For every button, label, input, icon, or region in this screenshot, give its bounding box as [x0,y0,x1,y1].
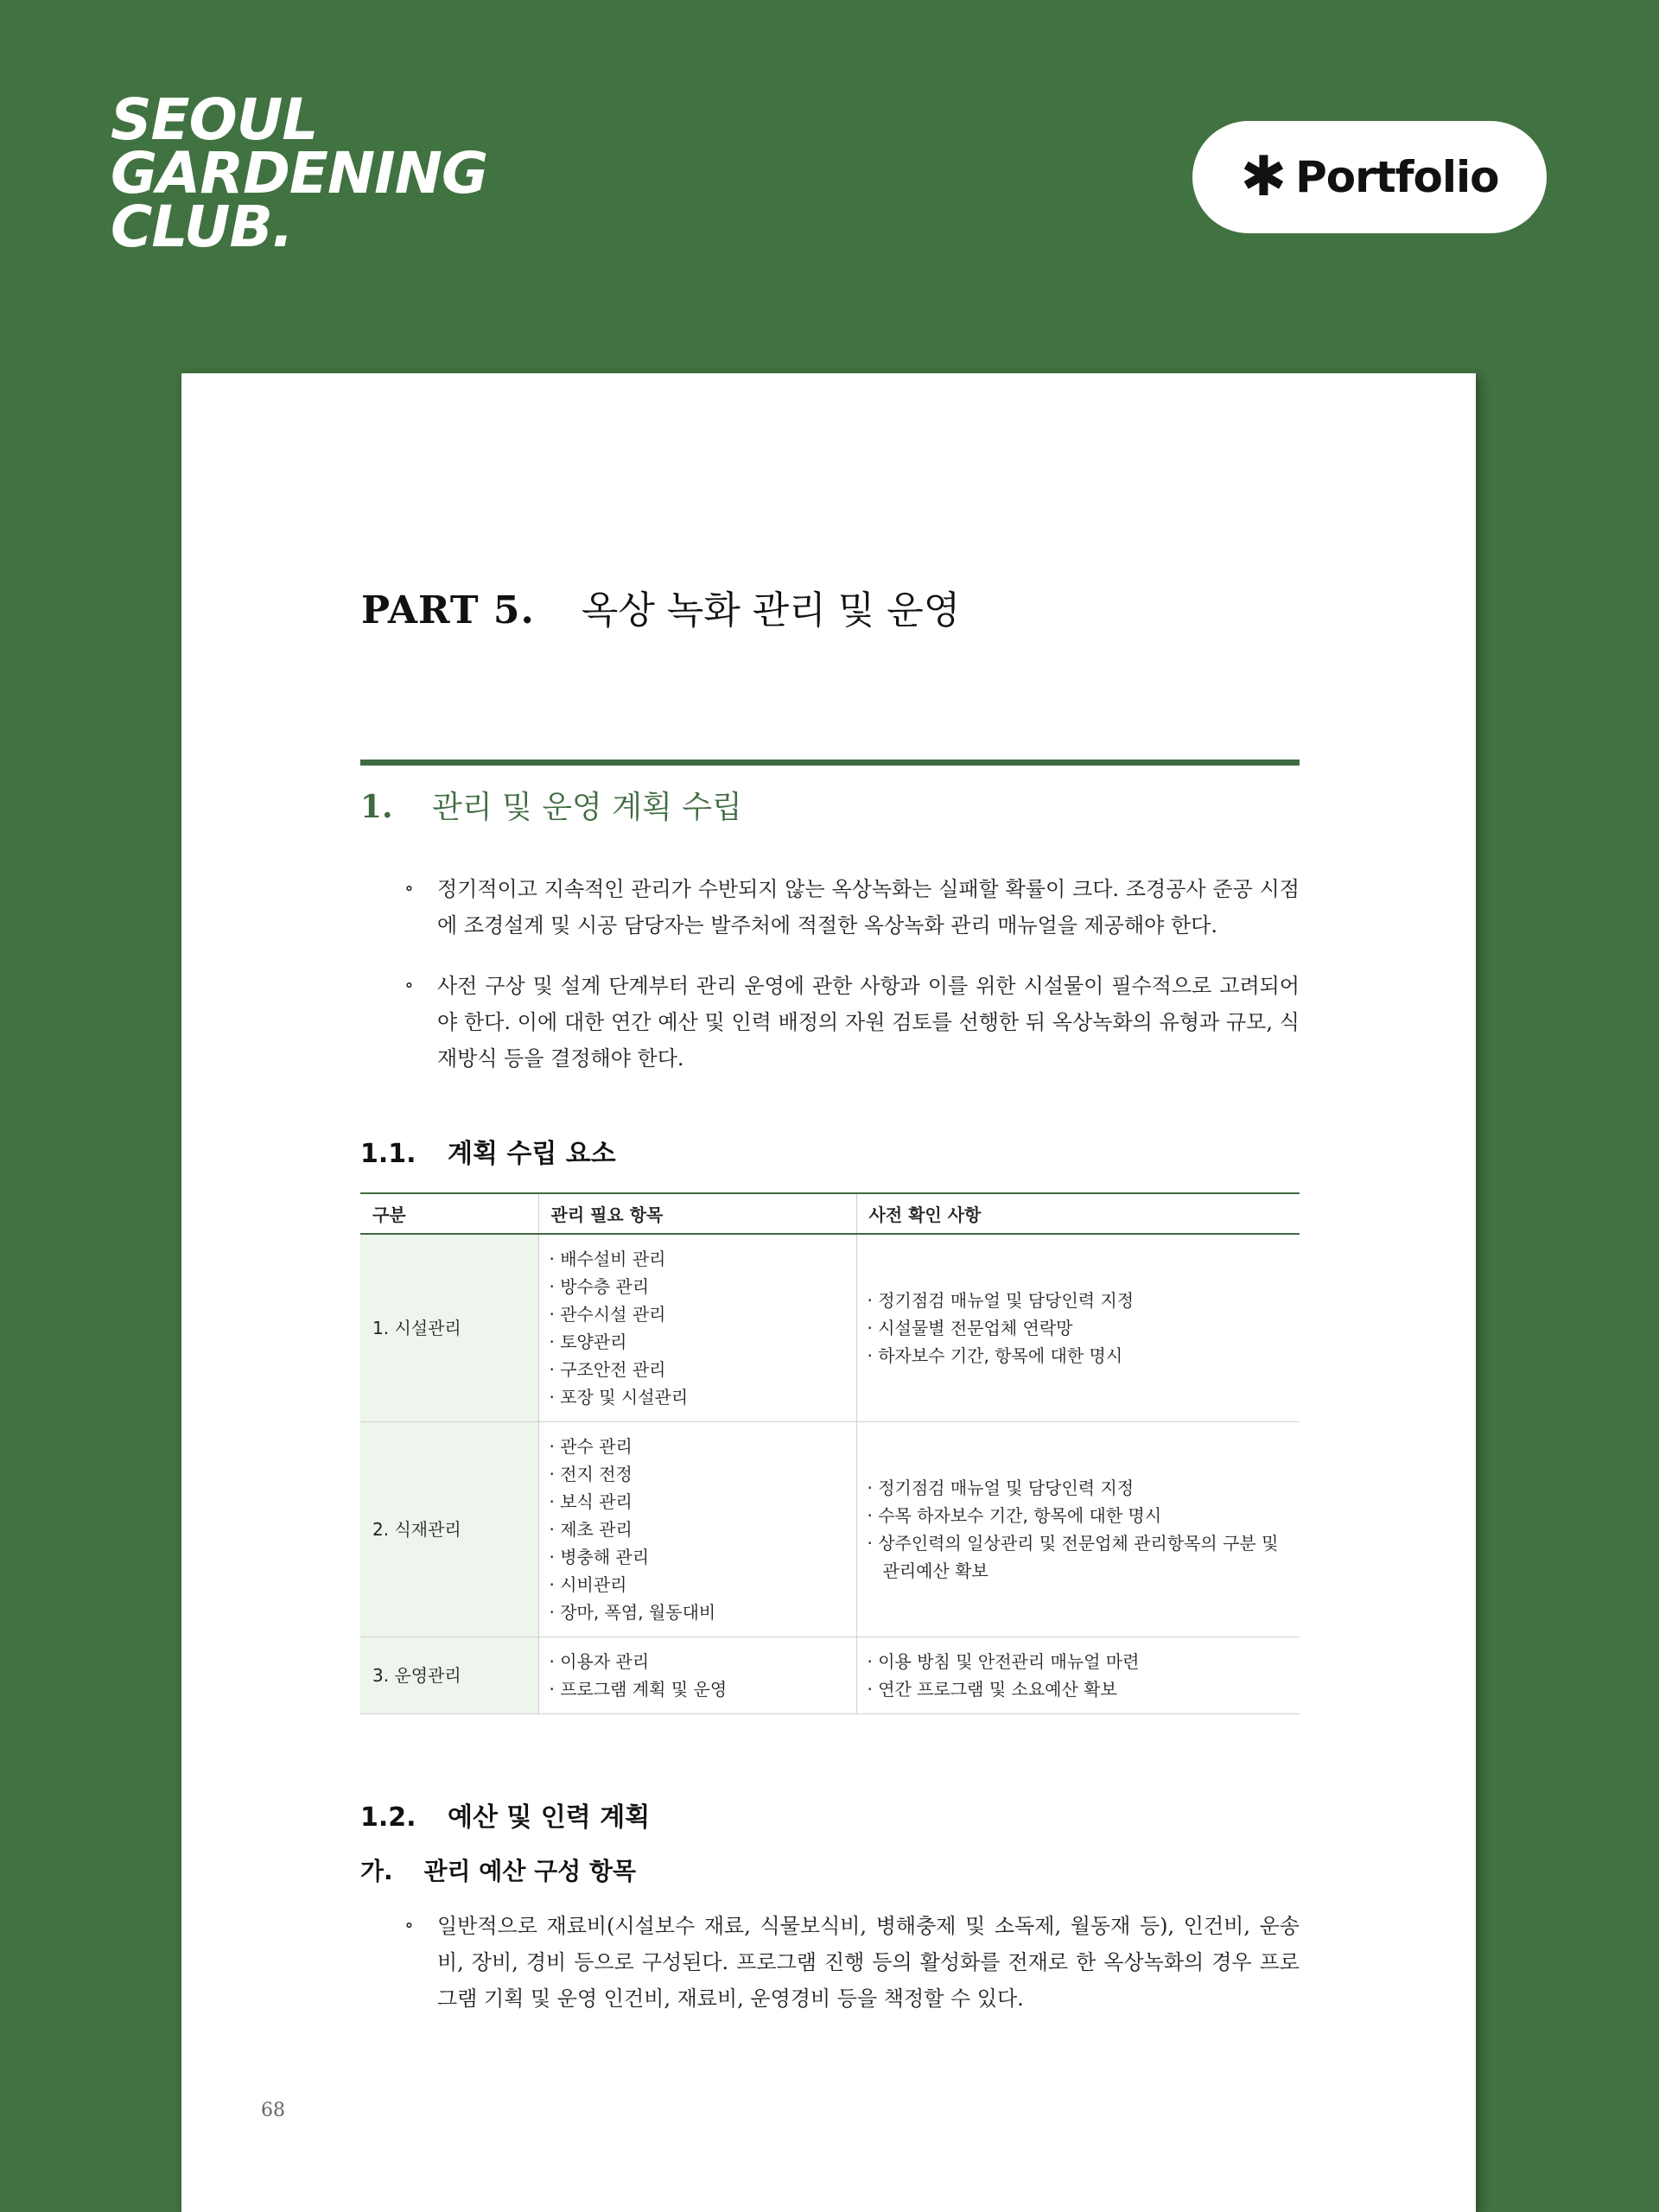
list-item: · 정기점검 매뉴얼 및 담당인력 지정 [868,1474,1290,1502]
subsection-title: 계획 수립 요소 [448,1139,616,1169]
bullet-text: 일반적으로 재료비(시설보수 재료, 식물보식비, 병해충제 및 소독제, 월동재 등), 인건비, 운송비, 장비, 경비 등으로 구성된다. 프로그램 진행 등의 활성화를 전재로 한 옥상녹화의 경우 프로그램 기획 및 운영 인건비, 재료비, 운영경비 등을 책정할 수 있다. [437,1914,1300,2011]
part-number: PART 5. [361,588,535,632]
items-cell [538,1234,856,1422]
bullet-item [404,1908,1300,2017]
list-item: · 이용자 관리 [550,1648,846,1675]
section-divider [360,760,1300,766]
subsection-heading [360,1796,650,1834]
list-item: · 방수층 관리 [550,1273,846,1300]
bullet-circle-icon: ∘ [404,975,414,996]
category-cell: 2. 식재관리 [360,1422,538,1637]
category-cell: 1. 시설관리 [360,1234,538,1422]
bullet-circle-icon: ∘ [404,1915,414,1936]
portfolio-badge[interactable] [1192,121,1547,233]
list-item: · 연간 프로그램 및 소요예산 확보 [868,1675,1290,1703]
bullet-item [404,968,1300,1077]
document-page [181,373,1476,2212]
brand-line-2: GARDENING [111,140,488,207]
portfolio-label: Portfolio [1295,152,1499,202]
bullet-item [404,871,1300,944]
list-item: · 전지 전정 [550,1460,846,1488]
part-title [361,579,960,634]
list-item: · 병충해 관리 [550,1543,846,1571]
table-row [360,1637,1300,1714]
subsection-heading [360,1132,616,1170]
list-item: · 구조안전 관리 [550,1356,846,1383]
list-item: · 포장 및 시설관리 [550,1383,846,1411]
checks-cell [856,1637,1300,1714]
table-header: 사전 확인 사항 [856,1193,1300,1234]
list-item: · 보식 관리 [550,1488,846,1516]
list-item: · 상주인력의 일상관리 및 전문업체 관리항목의 구분 및 관리예산 확보 [868,1529,1290,1585]
table-header: 구분 [360,1193,538,1234]
table-header-row [360,1193,1300,1234]
checks-cell [856,1234,1300,1422]
table-row [360,1422,1300,1637]
list-item: · 하자보수 기간, 항목에 대한 명시 [868,1342,1290,1370]
sub-subsection-title: 관리 예산 구성 항목 [423,1857,637,1885]
list-item: · 수목 하자보수 기간, 항목에 대한 명시 [868,1502,1290,1529]
list-item: · 관수시설 관리 [550,1300,846,1328]
category-cell: 3. 운영관리 [360,1637,538,1714]
sub-subsection-heading [360,1853,636,1887]
asterisk-icon: ✱ [1240,145,1287,209]
budget-bullet-list [404,1908,1300,2041]
section-heading [360,783,742,827]
items-cell [538,1637,856,1714]
brand-line-3: CLUB. [111,194,293,260]
list-item: · 토양관리 [550,1328,846,1356]
bullet-text: 사전 구상 및 설계 단계부터 관리 운영에 관한 사항과 이를 위한 시설물이 필수적으로 고려되어야 한다. 이에 대한 연간 예산 및 인력 배정의 자원 검토를 선행한 뒤 옥상녹화의 유형과 규모, 식재방식 등을 결정해야 한다. [437,974,1300,1071]
list-item: · 프로그램 계획 및 운영 [550,1675,846,1703]
list-item: · 배수설비 관리 [550,1245,846,1273]
planning-elements-table [360,1192,1300,1714]
page-number: 68 [261,2100,285,2121]
list-item: · 이용 방침 및 안전관리 매뉴얼 마련 [868,1648,1290,1675]
sub-subsection-number: 가. [360,1857,393,1885]
items-cell [538,1422,856,1637]
subsection-number: 1.1. [360,1139,416,1169]
table-row [360,1234,1300,1422]
checks-cell [856,1422,1300,1637]
list-item: · 제초 관리 [550,1516,846,1543]
section-bullet-list [404,871,1300,1101]
table-header: 관리 필요 항목 [538,1193,856,1234]
bullet-text: 정기적이고 지속적인 관리가 수반되지 않는 옥상녹화는 실패할 확률이 크다. 조경공사 준공 시점에 조경설계 및 시공 담당자는 발주처에 적절한 옥상녹화 관리 매뉴얼을 제공해야 한다. [437,877,1300,938]
section-title: 관리 및 운영 계획 수립 [432,790,742,825]
brand-logo [111,86,488,260]
list-item: · 시설물별 전문업체 연락망 [868,1314,1290,1342]
brand-line-1: SEOUL [111,86,318,153]
subsection-number: 1.2. [360,1802,416,1833]
subsection-title: 예산 및 인력 계획 [448,1802,651,1833]
part-name: 옥상 녹화 관리 및 운영 [581,588,961,632]
section-number: 1. [360,789,393,825]
list-item: · 시비관리 [550,1571,846,1599]
list-item: · 정기점검 매뉴얼 및 담당인력 지정 [868,1287,1290,1314]
list-item: · 장마, 폭염, 월동대비 [550,1599,846,1626]
bullet-circle-icon: ∘ [404,878,414,899]
list-item: · 관수 관리 [550,1433,846,1460]
